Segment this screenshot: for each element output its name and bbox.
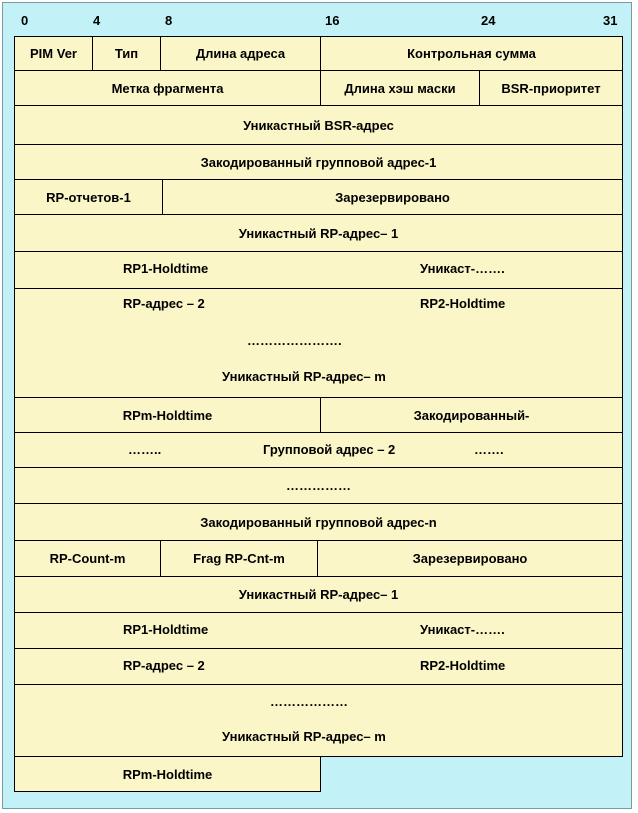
- group-2-label: Групповой адрес – 2: [263, 442, 396, 457]
- bit-label-0: 0: [21, 13, 29, 28]
- field-rp-count-m: [14, 540, 161, 577]
- bit-label-24: 24: [481, 13, 496, 28]
- field-bsr-address-label: Уникастный BSR-адрес: [243, 117, 394, 133]
- field-rp-list-block-n: [14, 684, 623, 757]
- field-group-address-1: [14, 144, 623, 180]
- field-rpm-holdtime: [14, 397, 321, 433]
- field-address-length-label: Длина адреса: [195, 46, 286, 61]
- field-group-address-n-label: Закодированный групповой адрес-n: [200, 514, 437, 530]
- field-reserved-1-label: Зарезервировано: [335, 189, 450, 205]
- rp-list-ellipsis: ………………….: [247, 333, 342, 348]
- field-pim-ver: [14, 36, 93, 71]
- field-encoded-continued: [320, 397, 623, 433]
- field-reserved-1: [162, 179, 623, 215]
- field-type: [92, 36, 161, 71]
- rp1-holdtime-label-n: RP1-Holdtime: [123, 622, 209, 637]
- field-rpm-holdtime-n: [14, 756, 321, 792]
- bit-label-16: 16: [325, 13, 340, 28]
- rp-list-ellipsis-n: ………………: [270, 694, 348, 709]
- field-rp-address-n-1: [14, 576, 623, 613]
- field-address-length: [160, 36, 321, 71]
- field-rp-address-1-label: Уникастный RP-адрес– 1: [238, 225, 399, 241]
- rp-address-2-label-n: RP-адрес – 2: [123, 658, 205, 673]
- field-hash-mask-length-label: Длина хэш маски: [344, 80, 456, 96]
- field-rpm-holdtime-n-label: RPm-Holdtime: [122, 766, 213, 782]
- field-rp1-holdtime-row-n: [14, 612, 623, 649]
- unicast-continued-label-n: Уникаст-…….: [420, 622, 505, 637]
- field-fragment-tag-label: Метка фрагмента: [111, 80, 224, 96]
- field-frag-rp-count-m-label: Frag RP-Cnt-m: [193, 551, 285, 566]
- field-reserved-n-label: Зарезервировано: [412, 551, 528, 566]
- group-2-right-dots: …….: [474, 442, 504, 457]
- field-hash-mask-length: [320, 70, 480, 106]
- rp2-holdtime-label-n: RP2-Holdtime: [420, 658, 506, 673]
- rp1-holdtime-label: RP1-Holdtime: [123, 261, 209, 276]
- packet-format-diagram: [2, 2, 632, 809]
- field-group-address-n: [14, 503, 623, 541]
- field-encoded-continued-label: Закодированный-: [413, 407, 530, 423]
- middle-ellipsis-label: ……………: [286, 478, 351, 493]
- bit-label-31: 31: [603, 13, 618, 28]
- field-group-address-1-label: Закодированный групповой адрес-1: [200, 154, 437, 170]
- rp2-holdtime-label: RP2-Holdtime: [420, 296, 506, 311]
- field-rp1-holdtime-row: [14, 251, 623, 289]
- field-reserved-n: [317, 540, 623, 577]
- field-bsr-address: [14, 105, 623, 145]
- field-rp-count-m-label: RP-Count-m: [49, 551, 126, 566]
- bit-label-8: 8: [165, 13, 173, 28]
- field-rp-count-1-label: RP-отчетов-1: [46, 189, 131, 205]
- field-rp-address-1: [14, 214, 623, 252]
- field-rpm-holdtime-label: RPm-Holdtime: [122, 407, 213, 423]
- field-type-label: Тип: [114, 46, 139, 61]
- bit-label-4: 4: [93, 13, 101, 28]
- field-middle-ellipsis: [14, 467, 623, 504]
- field-rp-count-1: [14, 179, 163, 215]
- rp-address-m-label-n: Уникастный RP-адрес– m: [222, 729, 386, 744]
- field-checksum: [320, 36, 623, 71]
- unicast-continued-label: Уникаст-…….: [420, 261, 505, 276]
- field-rp-list-block: [14, 288, 623, 398]
- field-bsr-priority: [479, 70, 623, 106]
- field-group-address-2: [14, 432, 623, 468]
- field-rp2-holdtime-row-n: [14, 648, 623, 685]
- field-rp-address-n-1-label: Уникастный RP-адрес– 1: [238, 587, 399, 602]
- field-checksum-label: Контрольная сумма: [407, 46, 536, 61]
- field-fragment-tag: [14, 70, 321, 106]
- field-bsr-priority-label: BSR-приоритет: [501, 80, 601, 96]
- field-pim-ver-label: PIM Ver: [30, 46, 77, 61]
- rp-address-2-label: RP-адрес – 2: [123, 296, 205, 311]
- field-frag-rp-count-m: [160, 540, 318, 577]
- rp-address-m-label: Уникастный RP-адрес– m: [222, 369, 386, 384]
- group-2-left-dots: ……..: [128, 442, 162, 457]
